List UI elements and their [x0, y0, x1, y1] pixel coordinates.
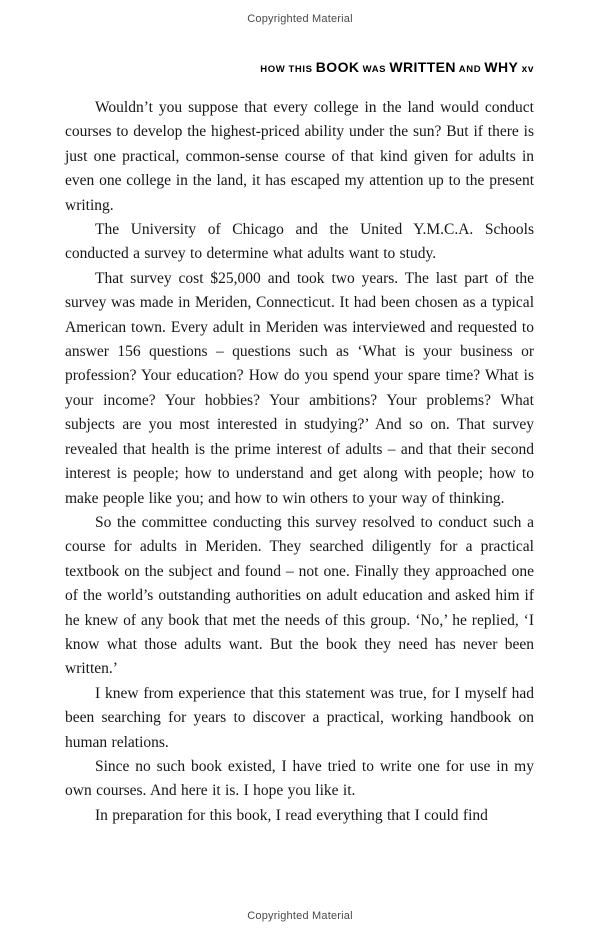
copyright-notice-bottom: Copyrighted Material	[247, 910, 353, 922]
running-head-segment-bold: WHY	[484, 59, 519, 75]
running-head	[0, 59, 600, 77]
paragraph: Since no such book existed, I have tried to write one for use in my own courses. And here it is. I hope you like it.	[65, 757, 534, 800]
paragraph: So the committee conducting this survey resolved to conduct such a course for adults in Meriden. They searched diligently for a practical textbook on the subject and found – not one. Finally they approached one of the world’s outstanding authorities on adult education and asked him if he knew of any book that met the needs of this group. ‘No,’ he replied, ‘I know what those adults want. But the book they need has never been written.’	[65, 513, 534, 678]
paragraph: Wouldn’t you suppose that every college in the land would conduct courses to develop the highest-priced ability under the sun? But if there is just one practical, common-sense course of that kind given for adults in even one college in the land, it has escaped my attention up to the present writing.	[65, 99, 534, 214]
copyright-notice-top: Copyrighted Material	[247, 13, 353, 25]
paragraph: I knew from experience that this statement was true, for I myself had been searching for years to discover a practical, working handbook on human relations.	[65, 684, 534, 751]
page-number: xv	[518, 64, 534, 75]
running-head-segment-bold: BOOK	[315, 59, 360, 75]
running-head-segment: HOW THIS	[260, 64, 316, 75]
running-head-segment-bold: WRITTEN	[389, 59, 456, 75]
running-head-segment: WAS	[359, 64, 390, 75]
page-body	[0, 96, 600, 828]
paragraph: In preparation for this book, I read everything that I could find	[95, 806, 488, 824]
paragraph: That survey cost $25,000 and took two years. The last part of the survey was made in Meriden, Connecticut. It had been chosen as a typical American town. Every adult in Meriden was interviewed and requested to answer 156 questions – questions such as ‘What is your business or profession? Your education? How do you spend your spare time? What is your income? Your hobbies? Your ambitions? Your problems? What subjects are you most interested in studying?’ And so on. That survey revealed that health is the prime interest of adults – and that their second interest is people; how to understand and get along with people; how to make people like you; and how to win others to your way of thinking.	[65, 269, 534, 507]
paragraph: The University of Chicago and the United Y.M.C.A. Schools conducted a survey to determine what adults want to study.	[65, 221, 534, 263]
running-head-segment: AND	[455, 64, 485, 75]
